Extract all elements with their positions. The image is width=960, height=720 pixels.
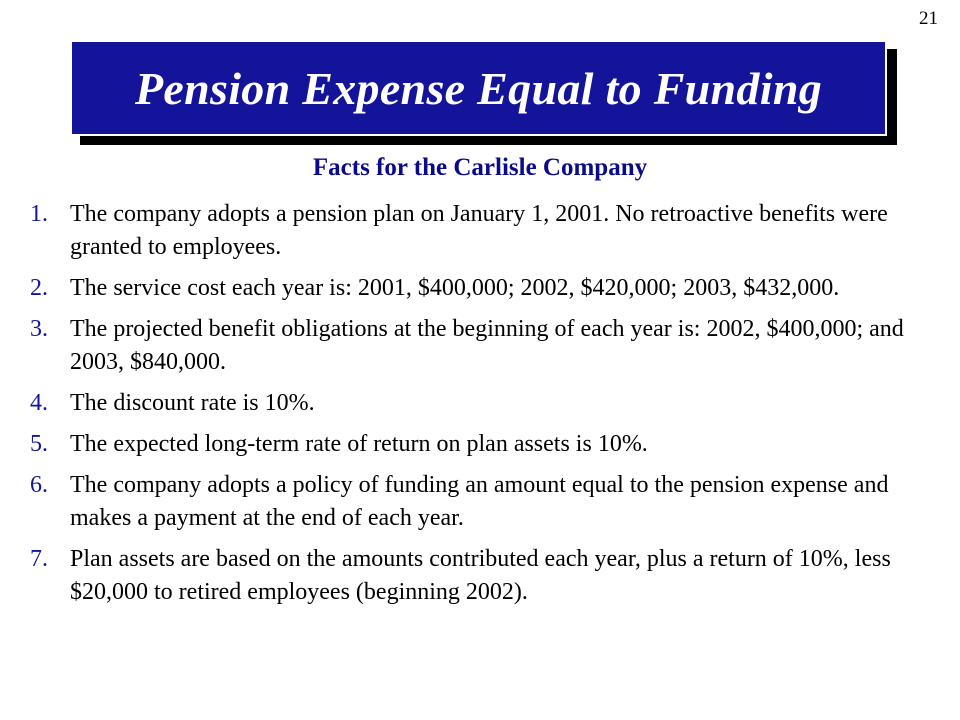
fact-number: 4.: [30, 390, 48, 416]
fact-item: [30, 428, 935, 461]
fact-item: [30, 469, 935, 535]
title-banner: [70, 40, 887, 136]
fact-number: 2.: [30, 275, 48, 301]
fact-number: 3.: [30, 316, 48, 342]
slide-number: 21: [919, 8, 938, 29]
fact-item: [30, 543, 935, 609]
fact-text: Plan assets are based on the amounts contributed each year, plus a return of 10%, less $20,000 to retired employees (beginning 2002).: [70, 546, 891, 605]
fact-number: 1.: [30, 201, 48, 227]
fact-item: [30, 313, 935, 379]
slide-subtitle: Facts for the Carlisle Company: [312, 154, 648, 181]
fact-item: [30, 387, 935, 420]
fact-number: 7.: [30, 546, 48, 572]
fact-text: The expected long-term rate of return on plan assets is 10%.: [70, 431, 648, 457]
slide-title: Pension Expense Equal to Funding: [135, 62, 822, 114]
fact-item: [30, 272, 935, 305]
fact-text: The company adopts a policy of funding an amount equal to the pension expense and makes a payment at the end of each year.: [70, 472, 889, 531]
fact-number: 6.: [30, 472, 48, 498]
fact-text: The company adopts a pension plan on January 1, 2001. No retroactive benefits were granted to employees.: [70, 201, 888, 260]
fact-text: The service cost each year is: 2001, $400,000; 2002, $420,000; 2003, $432,000.: [70, 275, 840, 301]
fact-text: The discount rate is 10%.: [70, 390, 315, 416]
facts-list: [30, 198, 935, 617]
fact-number: 5.: [30, 431, 48, 457]
fact-item: [30, 198, 935, 264]
fact-text: The projected benefit obligations at the beginning of each year is: 2002, $400,000; and 2003, $840,000.: [70, 316, 904, 375]
